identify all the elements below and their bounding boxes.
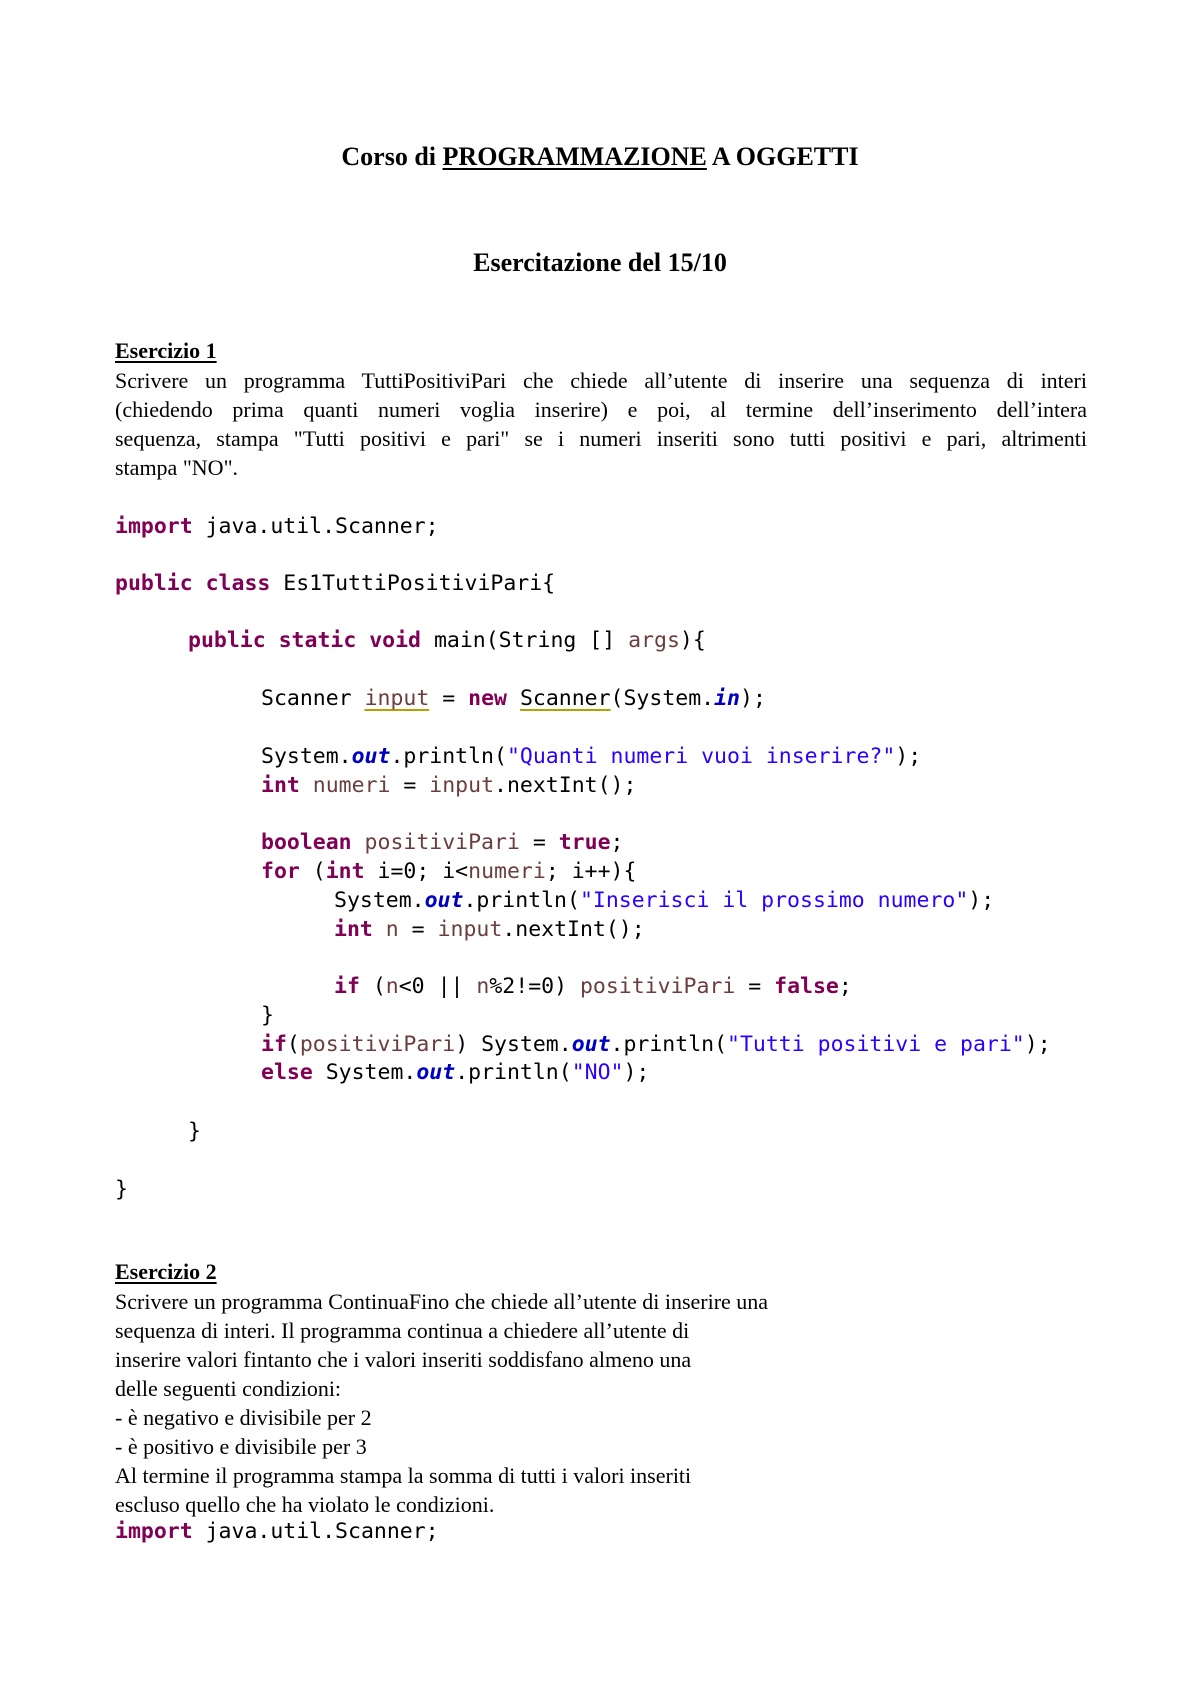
text-line: (chiedendo prima quanti numeri voglia inserire) e poi, al termine dell’inserimento dell’intera [115, 397, 1087, 422]
exercise-2-heading: Esercizio 2 [115, 1259, 217, 1284]
course-title: Corso di PROGRAMMAZIONE A OGGETTI [341, 142, 859, 171]
text-line: delle seguenti condizioni: [115, 1376, 342, 1401]
text-line: sequenza, stampa "Tutti positivi e pari" se i numeri inseriti sono tutti positivi e pari, altrimenti [115, 426, 1087, 451]
exercise-2-text [115, 1287, 768, 1519]
text-line: sequenza di interi. Il programma continua a chiedere all’utente di [115, 1318, 690, 1343]
session-title: Esercitazione del 15/10 [473, 248, 727, 277]
code-line: Scanner input = new Scanner(System.in); [261, 686, 766, 711]
code-line: import java.util.Scanner; [115, 514, 439, 539]
code-line: boolean positiviPari = true; [261, 830, 624, 855]
text-line: escluso quello che ha violato le condizioni. [115, 1492, 495, 1517]
code-line: int numeri = input.nextInt(); [261, 773, 637, 798]
code-line: int n = input.nextInt(); [334, 917, 645, 942]
code-line: } [115, 1177, 128, 1202]
code-line: } [188, 1119, 201, 1144]
exercise-1-heading: Esercizio 1 [115, 338, 217, 363]
text-line: Scrivere un programma ContinuaFino che chiede all’utente di inserire una [115, 1289, 769, 1314]
code-line: public static void main(String [] args){ [188, 628, 706, 653]
exercise-2-code-line: import java.util.Scanner; [115, 1519, 439, 1544]
exercise-1-text [115, 366, 1087, 482]
code-line: if (n<0 || n%2!=0) positiviPari = false; [334, 974, 852, 999]
text-line: - è positivo e divisibile per 3 [115, 1434, 367, 1459]
code-line: for (int i=0; i<numeri; i++){ [261, 859, 637, 884]
text-line: Al termine il programma stampa la somma di tutti i valori inseriti [115, 1463, 692, 1488]
text-line: Scrivere un programma TuttiPositiviPari che chiede all’utente di inserire una sequenza di interi [115, 368, 1087, 393]
text-line: stampa "NO". [115, 455, 239, 480]
code-line: public class Es1TuttiPositiviPari{ [115, 571, 556, 596]
code-line: if(positiviPari) System.out.println("Tutti positivi e pari"); [261, 1032, 1051, 1057]
code-line: System.out.println("Quanti numeri vuoi inserire?"); [261, 744, 922, 769]
text-line: inserire valori fintanto che i valori inseriti soddisfano almeno una [115, 1347, 692, 1372]
course-name: PROGRAMMAZIONE [442, 142, 707, 171]
code-line: else System.out.println("NO"); [261, 1060, 650, 1085]
code-line: } [261, 1003, 274, 1028]
text-line: - è negativo e divisibile per 2 [115, 1405, 372, 1430]
code-line: System.out.println("Inserisci il prossimo numero"); [334, 888, 995, 913]
